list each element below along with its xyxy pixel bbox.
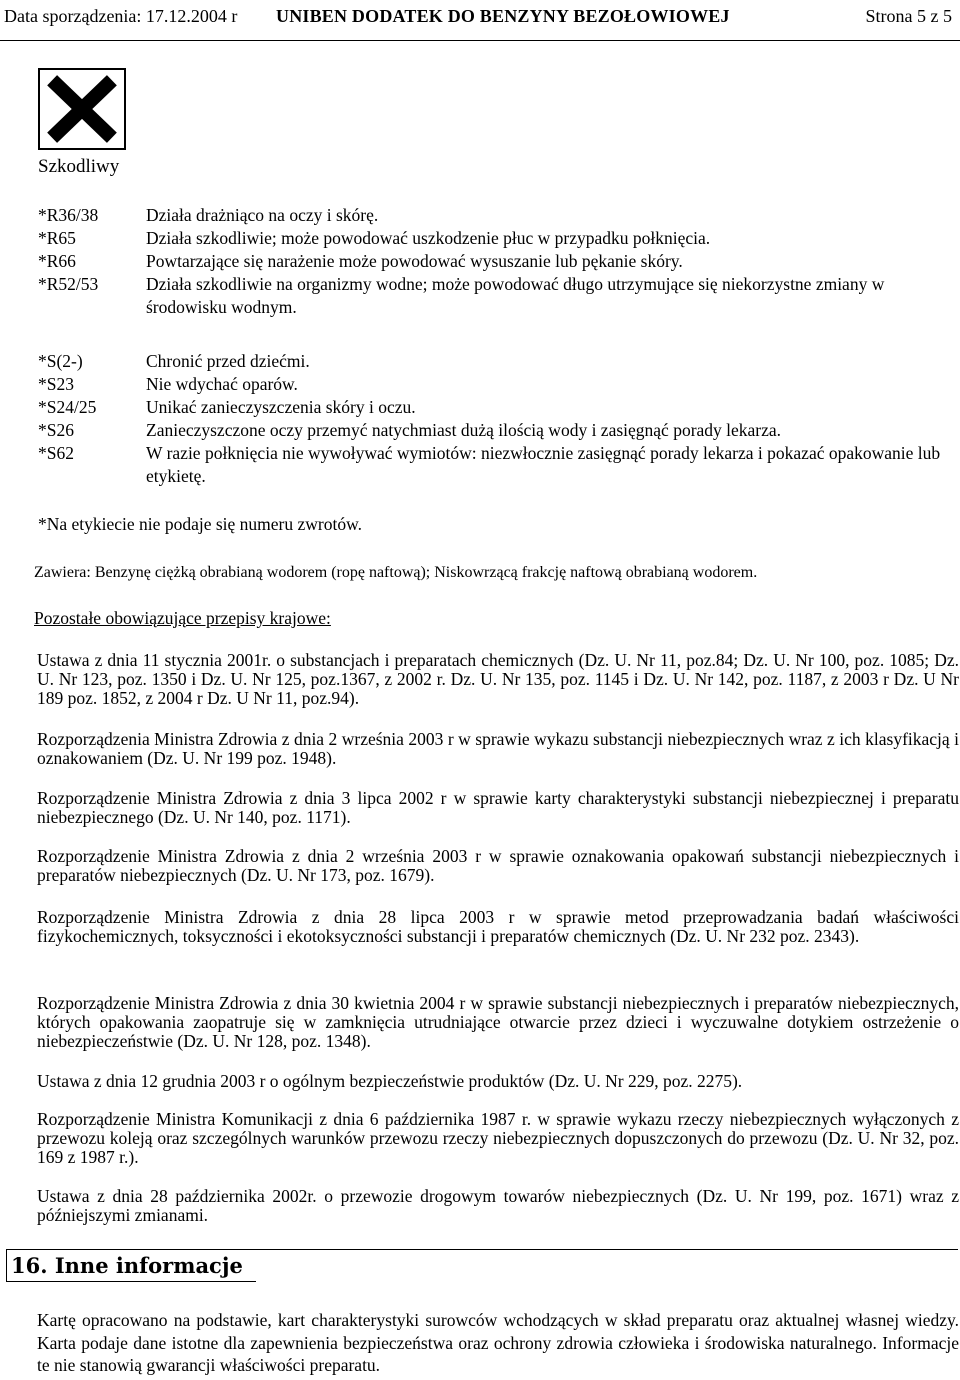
s-phrase-row (38, 419, 958, 442)
s-phrase-code: *S26 (38, 420, 74, 440)
r-phrase-text: Działa drażniąco na oczy i skórę. (146, 205, 379, 225)
header-title: UNIBEN DODATEK DO BENZYNY BEZOŁOWIOWEJ (276, 6, 730, 26)
page-header (0, 0, 960, 38)
s-phrase-row (38, 396, 958, 419)
composition-statement: Zawiera: Benzynę ciężką obrabianą wodorem (ropę naftową); Niskowrzącą frakcję naftową obrabianą wodorem. (34, 564, 758, 581)
regulation-paragraph: Ustawa z dnia 12 grudnia 2003 r o ogólnym bezpieczeństwie produktów (Dz. U. Nr 229, poz. 2275). (37, 1071, 743, 1091)
s-phrase-text: Zanieczyszczone oczy przemyć natychmiast dużą ilością wody i zasięgnąć porady lekarza. (146, 420, 782, 440)
regulation-paragraph: Rozporządzenie Ministra Zdrowia z dnia 2 września 2003 r w sprawie oznakowania opakowań substancji niebezpiecznych i preparatów niebezpiecznych (Dz. U. Nr 173, poz. 1679). (37, 846, 959, 885)
r-phrase-text: Działa szkodliwie; może powodować uszkodzenie płuc w przypadku połknięcia. (146, 228, 711, 248)
s-phrase-text: Nie wdychać oparów. (146, 374, 298, 394)
s-phrase-row (38, 373, 958, 396)
r-phrase-row (38, 250, 958, 273)
s-phrase-code: *S(2-) (38, 351, 83, 371)
s-phrases-list (38, 350, 958, 488)
header-page-number: Strona 5 z 5 (865, 6, 952, 26)
header-date: Data sporządzenia: 17.12.2004 r (4, 6, 238, 26)
hazard-label: Szkodliwy (38, 156, 120, 177)
r-phrases-list (38, 204, 958, 319)
r-phrase-row (38, 273, 958, 319)
r-phrase-code: *R36/38 (38, 205, 99, 225)
label-note: *Na etykiecie nie podaje się numeru zwrotów. (38, 514, 362, 534)
regulation-paragraph: Rozporządzenie Ministra Zdrowia z dnia 28 lipca 2003 r w sprawie metod przeprowadzania badań właściwości fizykochemicznych, toksyczności i ekotoksyczności substancji i preparatów chemicznych (Dz. U. Nr 232 poz. 2343). (37, 907, 959, 946)
r-phrase-row (38, 204, 958, 227)
s-phrase-text: Chronić przed dziećmi. (146, 351, 310, 371)
header-divider (0, 40, 960, 41)
r-phrase-code: *R66 (38, 251, 76, 271)
s-phrase-code: *S23 (38, 374, 74, 394)
s-phrase-row (38, 442, 958, 488)
s-phrase-code: *S62 (38, 443, 74, 463)
harmful-x-symbol (40, 70, 124, 148)
s-phrase-code: *S24/25 (38, 397, 97, 417)
regulation-paragraph: Ustawa z dnia 11 stycznia 2001r. o substancjach i preparatach chemicznych (Dz. U. Nr 11, poz.84; Dz. U. Nr 100, poz. 1085; Dz. U. Nr 123, poz. 1350 i Dz. U. Nr 125, poz.1367, z 2002 r. Dz. U. Nr 135, poz. 1145 i Dz. U. Nr 142, poz. 1187, z 2003 r Dz. U Nr 189 poz. 1852, z 2004 r Dz. U Nr 11, poz.94). (37, 650, 959, 708)
regulation-paragraph: Rozporządzenie Ministra Komunikacji z dnia 6 października 1987 r. w sprawie wykazu rzeczy niebezpiecznych wyłączonych z przewozu koleją oraz szczególnych warunków przewozu rzeczy niebezpiecznych dopuszczonych do przewozu (Dz. U. Nr 32, poz. 169 z 1987 r.). (37, 1109, 959, 1167)
section-16-text: Kartę opracowano na podstawie, kart charakterystyki surowców wchodzących w skład preparatu oraz aktualnej własnej wiedzy. Karta podaje dane istotne dla zapewnienia bezpieczeństwa oraz ochrony zdrowia człowieka i środowiska naturalnego. Informacje te nie stanowią gwarancji właściwości preparatu. (37, 1310, 959, 1375)
r-phrase-text: Powtarzające się narażenie może powodować wysuszanie lub pękanie skóry. (146, 251, 683, 271)
s-phrase-text: Unikać zanieczyszczenia skóry i oczu. (146, 397, 416, 417)
r-phrase-row (38, 227, 958, 250)
regulation-paragraph: Rozporządzenie Ministra Zdrowia z dnia 30 kwietnia 2004 r w sprawie substancji niebezpiecznych i preparatów niebezpiecznych, których opakowania zaopatruje się w zamknięcia utrudniające otwarcie przez dzieci i wyczuwalne dotykiem ostrzeżenie o niebezpieczeństwie (Dz. U. Nr 128, poz. 1348). (37, 993, 959, 1051)
r-phrase-code: *R52/53 (38, 274, 99, 294)
s-phrase-row (38, 350, 958, 373)
regulation-paragraph: Rozporządzenia Ministra Zdrowia z dnia 2 września 2003 r w sprawie wykazu substancji niebezpiecznych wraz z ich klasyfikacją i oznakowaniem (Dz. U. Nr 199 poz. 1948). (37, 729, 959, 768)
r-phrase-code: *R65 (38, 228, 76, 248)
regulation-paragraph: Ustawa z dnia 28 października 2002r. o przewozie drogowym towarów niebezpiecznych (Dz. U. Nr 199, poz. 1671) wraz z późniejszymi zmianami. (37, 1186, 959, 1225)
harmful-x-icon (38, 68, 126, 150)
regulation-paragraph: Rozporządzenie Ministra Zdrowia z dnia 3 lipca 2002 r w sprawie karty charakterystyki substancji niebezpiecznej i preparatu niebezpiecznego (Dz. U. Nr 140, poz. 1171). (37, 788, 959, 827)
regulations-heading: Pozostałe obowiązujące przepisy krajowe: (34, 608, 331, 628)
r-phrase-text: Działa szkodliwie na organizmy wodne; może powodować długo utrzymujące się niekorzystne zmiany w środowisku wodnym. (146, 274, 885, 317)
s-phrase-text: W razie połknięcia nie wywoływać wymiotów: niezwłocznie zasięgnąć porady lekarza i pokazać opakowanie lub etykietę. (146, 443, 941, 486)
section-16-heading: 16. Inne informacje (6, 1249, 256, 1282)
